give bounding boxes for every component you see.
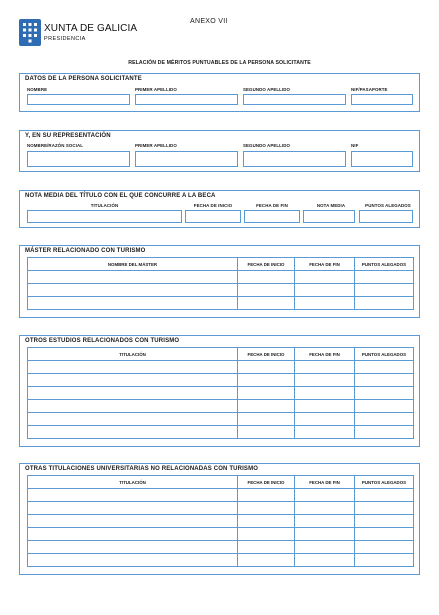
start-date-field[interactable]: [185, 210, 241, 223]
master-table: [27, 257, 414, 310]
column-header: NOMBRE DEL MÁSTER: [28, 258, 238, 271]
table-cell[interactable]: [28, 413, 238, 426]
section-title: DATOS DE LA PERSONA SOLICITANTE: [25, 76, 142, 82]
table-cell[interactable]: [28, 271, 238, 284]
table-cell[interactable]: [238, 528, 295, 541]
table-cell[interactable]: [238, 297, 295, 310]
table-row: [28, 554, 414, 567]
table-cell[interactable]: [238, 387, 295, 400]
table-cell[interactable]: [28, 400, 238, 413]
table-cell[interactable]: [238, 271, 295, 284]
xunta-logo: [19, 19, 138, 47]
table-row: [28, 361, 414, 374]
table-cell[interactable]: [295, 387, 355, 400]
degree-label: TITULACIÓN: [90, 203, 119, 208]
table-cell[interactable]: [355, 541, 414, 554]
name-field[interactable]: [27, 94, 130, 105]
table-cell[interactable]: [295, 426, 355, 439]
column-header: TITULACIÓN: [28, 476, 238, 489]
column-header: FECHA DE INICIO: [238, 258, 295, 271]
table-cell[interactable]: [28, 426, 238, 439]
table-header-row: [28, 476, 414, 489]
table-cell[interactable]: [238, 554, 295, 567]
table-row: [28, 387, 414, 400]
rep-nif-label: NIF: [351, 143, 359, 148]
table-cell[interactable]: [238, 361, 295, 374]
table-cell[interactable]: [28, 541, 238, 554]
column-header: FECHA DE FIN: [295, 348, 355, 361]
rep-first-surname-field[interactable]: [135, 151, 238, 167]
annex-label: ANEXO VII: [190, 18, 228, 25]
degree-field[interactable]: [27, 210, 182, 223]
name-label: NOMBRE: [27, 87, 48, 92]
table-cell[interactable]: [355, 489, 414, 502]
table-cell[interactable]: [238, 413, 295, 426]
table-cell[interactable]: [28, 387, 238, 400]
table-row: [28, 541, 414, 554]
end-date-field[interactable]: [244, 210, 300, 223]
section-title: OTROS ESTUDIOS RELACIONADOS CON TURISMO: [25, 338, 180, 344]
table-cell[interactable]: [355, 400, 414, 413]
table-cell[interactable]: [355, 271, 414, 284]
table-cell[interactable]: [295, 502, 355, 515]
nif-passport-label: NIF/PASAPORTE: [351, 87, 388, 92]
average-grade-field[interactable]: [303, 210, 355, 223]
table-row: [28, 284, 414, 297]
table-cell[interactable]: [28, 489, 238, 502]
table-cell[interactable]: [355, 528, 414, 541]
table-row: [28, 528, 414, 541]
table-cell[interactable]: [238, 515, 295, 528]
table-cell[interactable]: [238, 489, 295, 502]
table-cell[interactable]: [295, 284, 355, 297]
document-title: RELACIÓN DE MÉRITOS PUNTUABLES DE LA PERSONA SOLICITANTE: [128, 60, 311, 66]
other-studies-section: [19, 335, 420, 447]
rep-nif-field[interactable]: [351, 151, 413, 167]
first-surname-field[interactable]: [135, 94, 238, 105]
company-name-label: NOMBRE/RAZÓN SOCIAL: [27, 143, 84, 148]
company-name-field[interactable]: [27, 151, 130, 167]
table-cell[interactable]: [295, 271, 355, 284]
table-row: [28, 271, 414, 284]
nif-passport-field[interactable]: [351, 94, 413, 105]
table-row: [28, 374, 414, 387]
column-header: FECHA DE INICIO: [238, 476, 295, 489]
table-cell[interactable]: [295, 515, 355, 528]
table-header-row: [28, 258, 414, 271]
org-department: PRESIDENCIA: [44, 36, 86, 42]
points-claimed-field[interactable]: [359, 210, 413, 223]
table-cell[interactable]: [28, 528, 238, 541]
table-row: [28, 502, 414, 515]
start-date-label: FECHA DE INICIO: [193, 203, 233, 208]
applicant-section: [19, 73, 420, 112]
other-degrees-section: [19, 463, 420, 575]
average-grade-label: NOTA MEDIA: [316, 203, 346, 208]
section-title: NOTA MEDIA DEL TÍTULO CON EL QUE CONCURRE A LA BECA: [25, 193, 216, 199]
table-row: [28, 489, 414, 502]
column-header: FECHA DE FIN: [295, 258, 355, 271]
table-cell[interactable]: [355, 297, 414, 310]
table-cell[interactable]: [355, 413, 414, 426]
other-degrees-table: [27, 475, 414, 567]
rep-first-surname-label: PRIMER APELLIDO: [135, 143, 177, 148]
other-studies-table: [27, 347, 414, 439]
org-name: XUNTA DE GALICIA: [44, 23, 138, 34]
table-cell[interactable]: [295, 489, 355, 502]
table-cell[interactable]: [28, 374, 238, 387]
representative-section: [19, 130, 420, 172]
section-title: OTRAS TITULACIONES UNIVERSITARIAS NO RELACIONADAS CON TURISMO: [25, 466, 259, 472]
table-cell[interactable]: [355, 515, 414, 528]
table-row: [28, 413, 414, 426]
table-cell[interactable]: [28, 361, 238, 374]
table-cell[interactable]: [238, 502, 295, 515]
galicia-cross-icon: [19, 19, 41, 46]
table-header-row: [28, 348, 414, 361]
rep-second-surname-label: SEGUNDO APELLIDO: [243, 143, 291, 148]
table-cell[interactable]: [28, 554, 238, 567]
table-cell[interactable]: [355, 502, 414, 515]
table-row: [28, 297, 414, 310]
table-cell[interactable]: [238, 541, 295, 554]
rep-second-surname-field[interactable]: [243, 151, 346, 167]
table-cell[interactable]: [355, 374, 414, 387]
table-cell[interactable]: [295, 400, 355, 413]
table-cell[interactable]: [295, 361, 355, 374]
first-surname-label: PRIMER APELLIDO: [135, 87, 177, 92]
column-header: FECHA DE FIN: [295, 476, 355, 489]
table-cell[interactable]: [238, 284, 295, 297]
table-cell[interactable]: [28, 284, 238, 297]
table-cell[interactable]: [355, 361, 414, 374]
table-cell[interactable]: [295, 374, 355, 387]
second-surname-label: SEGUNDO APELLIDO: [243, 87, 291, 92]
section-title: Y, EN SU REPRESENTACIÓN: [25, 133, 111, 139]
table-cell[interactable]: [238, 400, 295, 413]
table-cell[interactable]: [355, 387, 414, 400]
master-section: [19, 245, 420, 318]
table-cell[interactable]: [355, 554, 414, 567]
table-cell[interactable]: [28, 297, 238, 310]
table-cell[interactable]: [295, 541, 355, 554]
table-row: [28, 426, 414, 439]
table-cell[interactable]: [238, 374, 295, 387]
column-header: TITULACIÓN: [28, 348, 238, 361]
table-cell[interactable]: [28, 502, 238, 515]
table-row: [28, 400, 414, 413]
average-grade-section: [19, 190, 420, 228]
column-header: PUNTOS ALEGADOS: [355, 348, 414, 361]
table-cell[interactable]: [355, 426, 414, 439]
table-cell[interactable]: [295, 528, 355, 541]
table-cell[interactable]: [238, 426, 295, 439]
section-title: MÁSTER RELACIONADO CON TURISMO: [25, 248, 146, 254]
points-claimed-label: PUNTOS ALEGADOS: [365, 203, 411, 208]
table-cell[interactable]: [355, 284, 414, 297]
column-header: FECHA DE INICIO: [238, 348, 295, 361]
table-cell[interactable]: [28, 515, 238, 528]
second-surname-field[interactable]: [243, 94, 346, 105]
column-header: PUNTOS ALEGADOS: [355, 258, 414, 271]
table-cell[interactable]: [295, 413, 355, 426]
end-date-label: FECHA DE FIN: [256, 203, 288, 208]
table-cell[interactable]: [295, 297, 355, 310]
table-row: [28, 515, 414, 528]
table-cell[interactable]: [295, 554, 355, 567]
column-header: PUNTOS ALEGADOS: [355, 476, 414, 489]
